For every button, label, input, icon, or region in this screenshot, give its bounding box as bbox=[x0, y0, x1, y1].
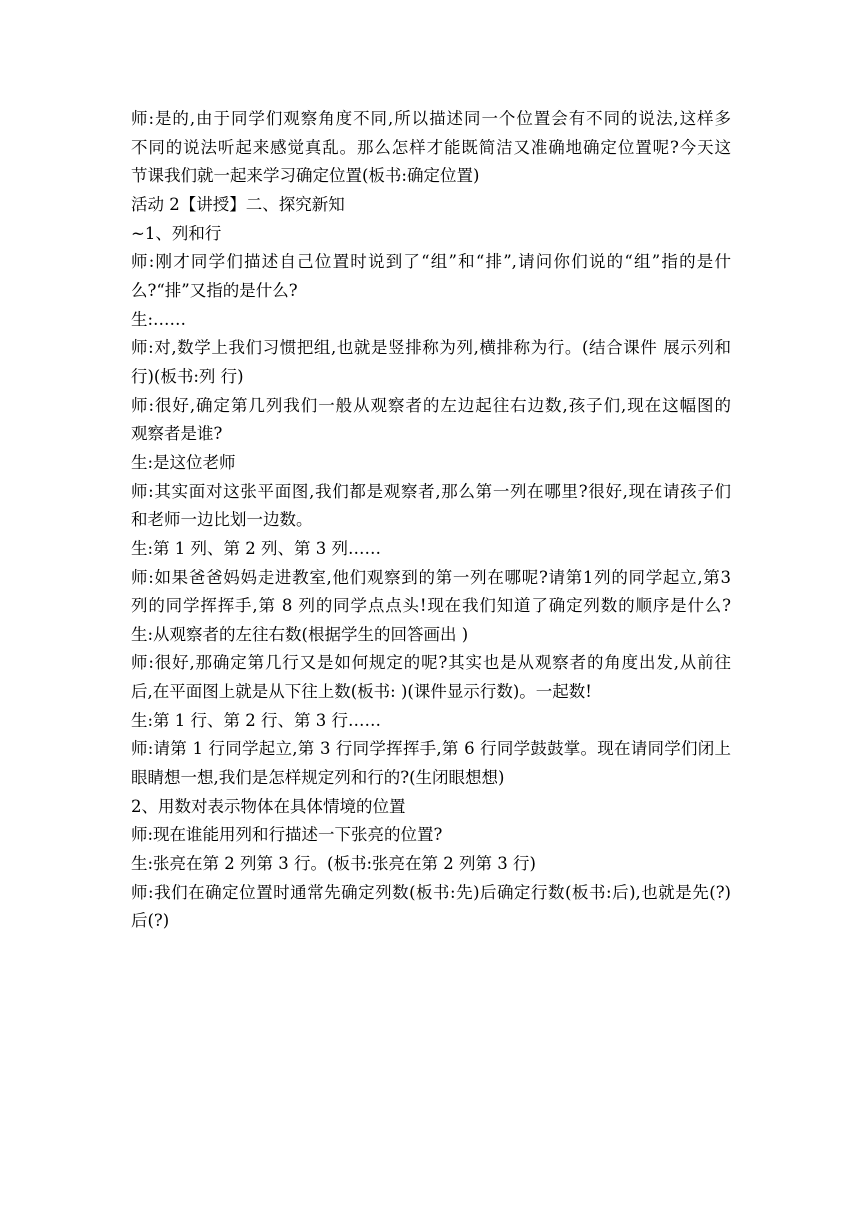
paragraph-line: 师:请第 1 行同学起立,第 3 行同学挥挥手,第 6 行同学鼓鼓掌。现在请同学们闭上 bbox=[131, 739, 731, 759]
paragraph-line: 生:从观察者的左往右数(根据学生的回答画出 ) bbox=[131, 624, 469, 644]
paragraph-line: 生:第 1 列、第 2 列、第 3 列…… bbox=[131, 538, 382, 558]
paragraph-line: 师:对,数学上我们习惯把组,也就是竖排称为列,横排称为行。(结合课件 展示列和 bbox=[131, 338, 731, 358]
paragraph-line: 观察者是谁? bbox=[131, 424, 223, 444]
paragraph-line: 不同的说法听起来感觉真乱。那么怎样才能既简洁又准确地确定位置呢?今天这 bbox=[131, 137, 731, 157]
paragraph-line: 生:第 1 行、第 2 行、第 3 行…… bbox=[131, 710, 382, 730]
paragraph-line: 生:张亮在第 2 列第 3 行。(板书:张亮在第 2 列第 3 行) bbox=[131, 854, 536, 874]
subsection-heading: 2、用数对表示物体在具体情境的位置 bbox=[131, 796, 406, 816]
paragraph-line: 列的同学挥挥手,第 8 列的同学点点头!现在我们知道了确定列数的顺序是什么? bbox=[131, 596, 731, 616]
paragraph-line: 行)(板书:列 行) bbox=[131, 366, 244, 386]
paragraph-line: 和老师一边比划一边数。 bbox=[131, 510, 313, 530]
paragraph-line: 后,在平面图上就是从下往上数(板书: )(课件显示行数)。一起数! bbox=[131, 682, 592, 702]
subsection-heading: ~1、列和行 bbox=[131, 223, 222, 243]
paragraph-line: 师:很好,确定第几列我们一般从观察者的左边起往右边数,孩子们,现在这幅图的 bbox=[131, 395, 731, 415]
paragraph-line: 师:很好,那确定第几行又是如何规定的呢?其实也是从观察者的角度出发,从前往 bbox=[131, 653, 731, 673]
paragraph-line: 生:是这位老师 bbox=[131, 452, 236, 472]
paragraph-line: 节课我们就一起来学习确定位置(板书:确定位置) bbox=[131, 166, 480, 186]
paragraph-line: 眼睛想一想,我们是怎样规定列和行的?(生闭眼想想) bbox=[131, 768, 505, 788]
paragraph-line: 师:是的,由于同学们观察角度不同,所以描述同一个位置会有不同的说法,这样多 bbox=[131, 109, 731, 128]
paragraph-line: 后(?) bbox=[131, 911, 170, 931]
paragraph-line: 生:…… bbox=[131, 309, 187, 329]
document-body bbox=[131, 105, 731, 936]
paragraph-line: 师:刚才同学们描述自己位置时说到了“组”和“排”,请问你们说的“组”指的是什 bbox=[131, 252, 731, 272]
section-heading: 活动 2【讲授】二、探究新知 bbox=[131, 194, 345, 214]
paragraph-line: 师:如果爸爸妈妈走进教室,他们观察到的第一列在哪呢?请第1列的同学起立,第3 bbox=[131, 567, 731, 587]
paragraph-line: 师:我们在确定位置时通常先确定列数(板书:先)后确定行数(板书:后),也就是先(?) bbox=[131, 882, 731, 902]
paragraph-line: 么?“排”又指的是什么? bbox=[131, 280, 298, 300]
paragraph-line: 师:其实面对这张平面图,我们都是观察者,那么第一列在哪里?很好,现在请孩子们 bbox=[131, 481, 731, 501]
paragraph-line: 师:现在谁能用列和行描述一下张亮的位置? bbox=[131, 825, 443, 845]
